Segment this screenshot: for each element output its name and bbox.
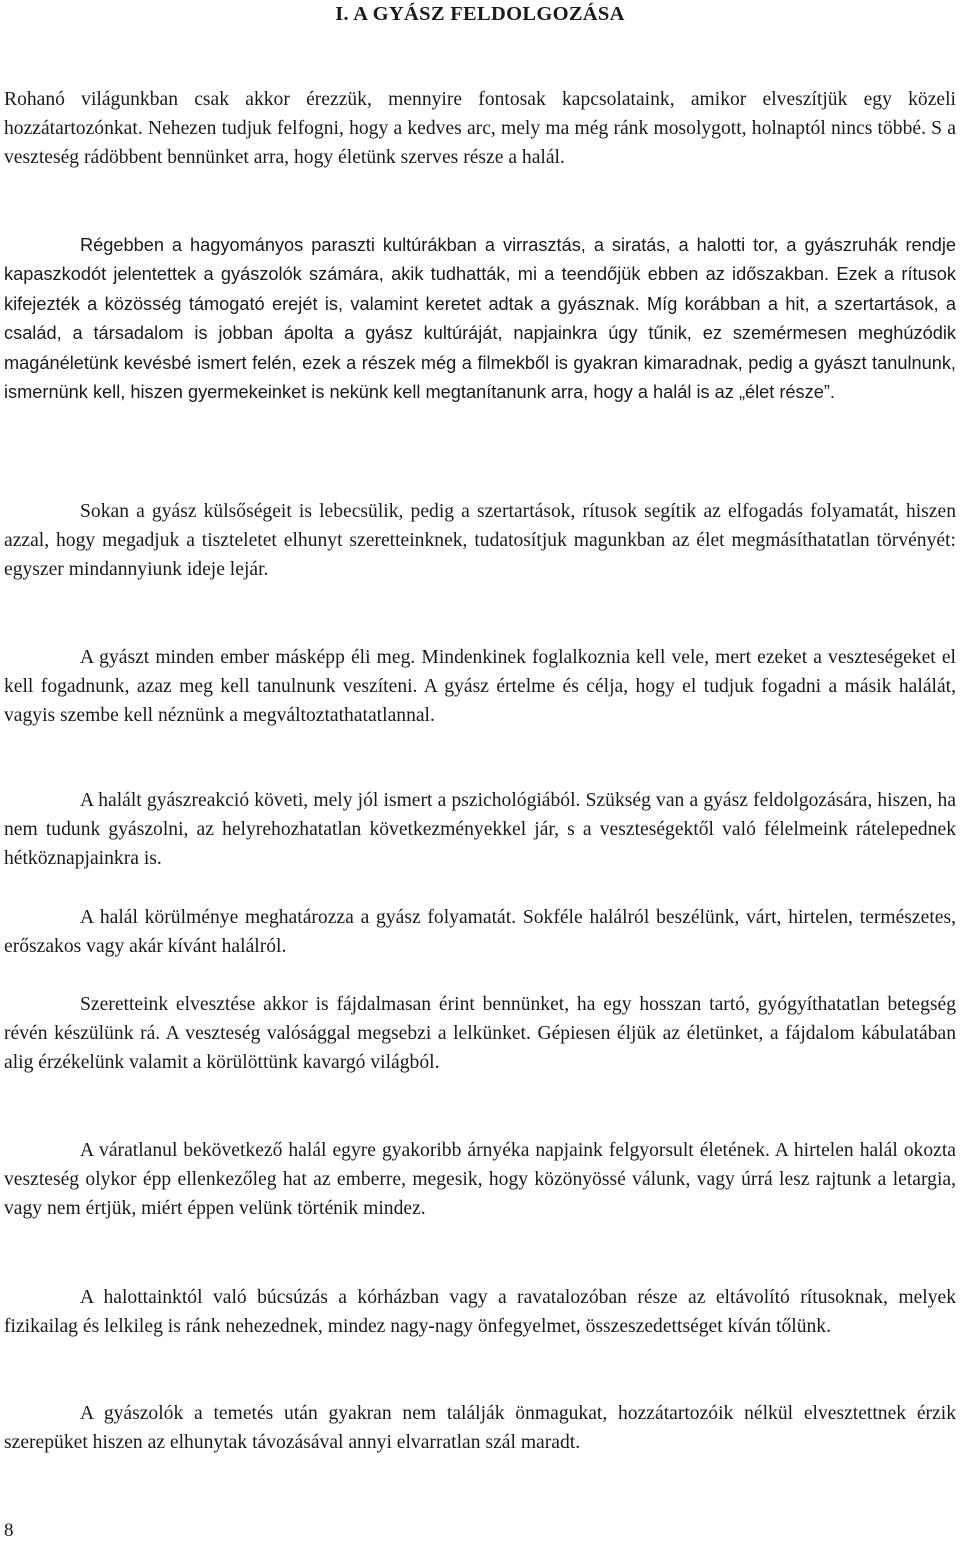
paragraph-sudden: A váratlanul bekövetkező halál egyre gyakoribb árnyéka napjaink felgyorsult életének. A hirtelen halál okozta veszteség olykor épp ellenkezőleg hat az emberre, megesik, hogy közönyössé válunk, vagy úrrá lesz rajtunk a letargia, vagy nem értjük, miért éppen velünk történik mindez. <box>4 1140 956 1220</box>
document-page <box>4 0 956 1454</box>
paragraph-individual: A gyászt minden ember másképp éli meg. Mindenkinek foglalkoznia kell vele, mert ezeket a veszteségeket el kell fogadnunk, azaz meg kell tanulnunk veszíteni. A gyász értelme és célja, hogy el tudjuk fogadni a másik halálát, vagyis szembe kell néznünk a megváltoztathatatlannal. <box>4 647 956 727</box>
paragraph-intro: Rohanó világunkban csak akkor érezzük, mennyire fontosak kapcsolataink, amikor elveszítjük egy közeli hozzátartozónkat. Nehezen tudjuk felfogni, hogy a kedves arc, mely ma még ránk mosolygott, holnaptól nincs többé. S a veszteség rádöbbent bennünket arra, hogy életünk szerves része a halál. <box>4 89 956 169</box>
page-title: I. A GYÁSZ FELDOLGOZÁSA <box>335 3 625 25</box>
paragraph-after-funeral: A gyászolók a temetés után gyakran nem találják önmagukat, hozzátartozóik nélkül elvesztettnek érzik szerepüket hiszen az elhunytak távozásával annyi elvarratlan szál maradt. <box>4 1403 956 1454</box>
paragraph-rituals: Sokan a gyász külsőségeit is lebecsülik, pedig a szertartások, rítusok segítik az elfogadás folyamatát, hiszen azzal, hogy megadjuk a tiszteletet elhunyt szeretteinknek, tudatosítjuk magunkban az élet megmásíthatatlan törvényét: egyszer mindannyiunk ideje lejár. <box>4 501 956 581</box>
paragraph-illness: Szeretteink elvesztése akkor is fájdalmasan érint bennünket, ha egy hosszan tartó, gyógyíthatatlan betegség révén készülünk rá. A veszteség valósággal megsebzi a lelkünket. Gépiesen éljük az életünket, a fájdalom kábulatában alig érzékelünk valamit a körülöttünk kavargó világból. <box>4 994 956 1074</box>
page-number: 8 <box>4 1520 14 1541</box>
paragraph-tradition: Régebben a hagyományos paraszti kultúrákban a virrasztás, a siratás, a halotti tor, a gyászruhák rendje kapaszkodót jelentettek a gyászolók számára, akik tudhatták, mi a teendőjük ebben az időszakban. Ezek a rítusok kifejezték a közösség támogató erejét is, valamint keretet adtak a gyásznak. Míg korábban a hit, a szertartások, a család, a társadalom is jobban ápolta a gyász kultúráját, napjainkra úgy tűnik, ez szemérmesen meghúzódik magánéletünk kevésbé ismert felén, ezek a részek még a filmekből is gyakran kimaradnak, pedig a gyászt tanulnunk, ismernünk kell, hiszen gyermekeinket is nekünk kell megtanítanunk arra, hogy a halál is az „élet része”. <box>4 235 956 403</box>
paragraph-farewell: A halottainktól való búcsúzás a kórházban vagy a ravatalozóban része az eltávolító rítusoknak, melyek fizikailag és lelkileg is ránk nehezednek, mindez nagy-nagy önfegyelmet, összeszedettséget kíván tőlünk. <box>4 1287 956 1338</box>
paragraph-circumstances: A halál körülménye meghatározza a gyász folyamatát. Sokféle halálról beszélünk, várt, hirtelen, természetes, erőszakos vagy akár kívánt halálról. <box>4 907 956 958</box>
paragraph-reaction: A halált gyászreakció követi, mely jól ismert a pszichológiából. Szükség van a gyász feldolgozására, hiszen, ha nem tudunk gyászolni, az helyrehozhatatlan következményekkel jár, s a veszteségektől való félelmeink rátelepednek hétköznapjainkra is. <box>4 790 956 870</box>
